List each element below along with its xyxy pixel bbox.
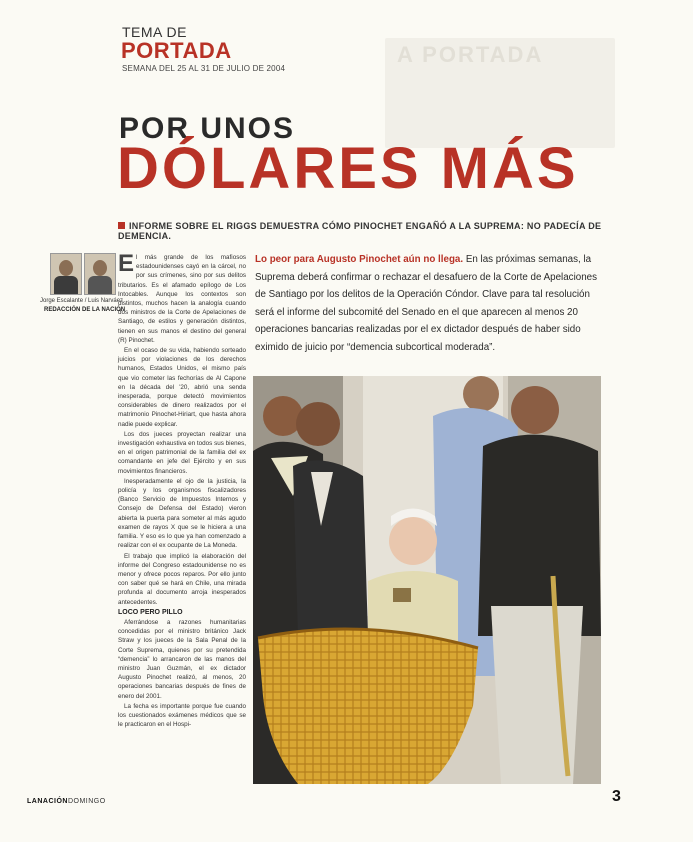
body-paragraph: La fecha es importante porque fue cuando los cuestionados exámenes médicos que se le practicaron en el Hospi- <box>118 702 246 729</box>
lead-paragraph <box>255 251 610 356</box>
body-paragraph: Los dos jueces proyectan realizar una investigación exhaustiva en todos sus bienes, en el origen patrimonial de la familia del ex comandante en jefe del Ejército y en sus movimientos financieros. <box>118 430 246 475</box>
body-paragraph: El más grande de los mafiosos estadounidenses cayó en la cárcel, no por sus crímenes, sino por sus delitos tributarios. Es el afamado epílogo de Los Intocables. Aunque los contextos son distintos, muchos hacen la analogía cuando dos ministros de la Corte de Apelaciones de Santiago, de estilos y generación distintos, tienen en sus manos el destino del general (R) Pinochet. <box>118 250 246 344</box>
body-paragraph: Inesperadamente el ojo de la justicia, la policía y los organismos fiscalizadores (Banco Servicio de Impuestos Internos y Consejo de Defensa del Estado) vieron abierta la puerta para someter al más agudo examen de rayos X que se le hiciera a una familia. Y eso es lo que ya han comenzado a realizar con el ex ocupante de La Moneda. <box>118 477 246 550</box>
author-photo-2 <box>84 253 116 295</box>
body-paragraph: El trabajo que implicó la elaboración del informe del Congreso estadounidense no es menor y ofrece pocos reparos. Por ello junto con saber qué se hará en Chile, una mirada profunda al documento arroja inesperados antecedentes. <box>118 552 246 606</box>
section-kicker-top: TEMA DE <box>122 24 187 40</box>
author-photos <box>50 253 116 295</box>
body-paragraph: Aferrándose a razones humanitarias concedidas por el ministro británico Jack Straw y los jueces de la Sala Penal de la Corte Suprema, quienes por su pretendida “demencia” lo arrancaron de las manos del ministro Juan Guzmán, el ex dictador Augusto Pinochet realizó, al menos, 20 operaciones bancarias después de fines de enero del 2001. <box>118 618 246 700</box>
subheadline <box>118 221 618 241</box>
photo-illustration <box>253 376 601 784</box>
lead-highlight: Lo peor para Augusto Pinochet aún no llega. <box>255 254 464 265</box>
author-photo-1 <box>50 253 82 295</box>
body-column <box>118 250 246 730</box>
footer-brand <box>27 798 106 805</box>
section-kicker-bottom: PORTADA <box>121 38 232 63</box>
drop-cap: E <box>118 250 135 277</box>
bullet-square-icon <box>118 222 125 229</box>
subheadline-text: INFORME SOBRE EL RIGGS DEMUESTRA CÓMO PINOCHET ENGAÑÓ A LA SUPREMA: NO PADECÍA DE DEMENCIA. <box>118 221 602 241</box>
page-number: 3 <box>612 788 621 805</box>
footer-brand-bold: LANACIÓN <box>27 798 68 805</box>
headline-line-2: DÓLARES MÁS <box>117 136 579 201</box>
main-photo <box>253 376 601 784</box>
footer-brand-rest: DOMINGO <box>67 798 106 805</box>
faded-background-image: A PORTADA <box>385 38 615 148</box>
issue-week: SEMANA DEL 25 AL 31 DE JULIO DE 2004 <box>122 64 286 73</box>
headline-line-1: POR UNOS <box>119 112 296 145</box>
lead-text: En las próximas semanas, la Suprema deberá confirmar o rechazar el desafuero de la Corte de Apelaciones de Santiago por los delitos de la Operación Cóndor. Clave para tal resolución será el informe del subcomité del Senado en el que aparecen al menos 20 operaciones bancarias realizadas por el ex dictador después de haber sido eximido de juicio por “demencia subcortical moderada”. <box>255 254 598 353</box>
byline-authors: Jorge Escalante / Luis Narváez <box>40 298 124 304</box>
body-paragraph: En el ocaso de su vida, habiendo sorteado juicios por violaciones de los derechos humanos, Estados Unidos, el mismo país que vio cometer las fechorías de Al Capone en la década del '20, abrió una senda inesperada, porque detectó movimientos considerables de dinero realizados por el matrimonio Pinochet-Hiriart, que hasta ahora nadie puede explicar. <box>118 347 246 428</box>
section-subhead: LOCO PERO PILLO <box>118 608 183 616</box>
byline-section: REDACCIÓN DE LA NACIÓN <box>44 307 126 313</box>
